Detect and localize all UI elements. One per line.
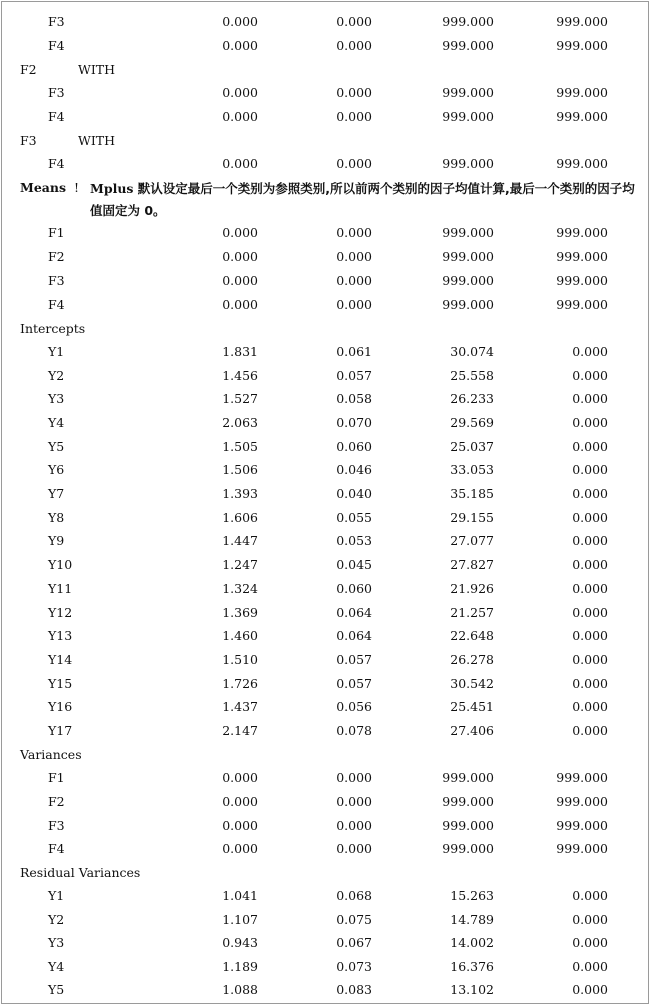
- estimate: 0.000: [222, 14, 258, 29]
- estimate: 0.000: [222, 841, 258, 856]
- p-value: 0.000: [572, 510, 608, 525]
- std-error: 0.046: [336, 462, 372, 477]
- row-label: Y14: [48, 652, 73, 667]
- est-se-ratio: 999.000: [442, 770, 494, 785]
- table-row: [2, 814, 648, 837]
- estimate: 1.726: [222, 676, 258, 691]
- row-label: Y5: [48, 982, 65, 997]
- table-row: [2, 790, 648, 813]
- est-se-ratio: 33.053: [450, 462, 494, 477]
- table-row: [2, 293, 648, 316]
- est-se-ratio: 21.257: [450, 605, 494, 620]
- table-row: [2, 81, 648, 104]
- estimate: 1.831: [222, 344, 258, 359]
- p-value: 0.000: [572, 486, 608, 501]
- p-value: 0.000: [572, 652, 608, 667]
- row-label: Y17: [48, 723, 73, 738]
- p-value: 999.000: [556, 770, 608, 785]
- annotation-mplus: Mplus: [90, 181, 134, 196]
- row-label: F3: [48, 818, 65, 833]
- p-value: 999.000: [556, 14, 608, 29]
- annotation-text: 默认设定最后一个类别为参照类别,所以前两个类别的因子均值计算,最后一个类别的因子均值固定为 0。: [90, 181, 635, 218]
- p-value: 999.000: [556, 818, 608, 833]
- row-label: F1: [48, 770, 65, 785]
- row-label: Y1: [48, 888, 65, 903]
- estimate: 0.000: [222, 818, 258, 833]
- p-value: 999.000: [556, 249, 608, 264]
- std-error: 0.000: [336, 297, 372, 312]
- estimate: 1.393: [222, 486, 258, 501]
- with-keyword: WITH: [78, 62, 116, 77]
- est-se-ratio: 25.037: [450, 439, 494, 454]
- est-se-ratio: 13.102: [450, 982, 494, 997]
- std-error: 0.000: [336, 14, 372, 29]
- p-value: 0.000: [572, 699, 608, 714]
- p-value: 0.000: [572, 628, 608, 643]
- std-error: 0.064: [336, 628, 372, 643]
- table-row: [2, 837, 648, 860]
- estimate: 0.000: [222, 249, 258, 264]
- p-value: 0.000: [572, 935, 608, 950]
- est-se-ratio: 999.000: [442, 225, 494, 240]
- table-row: [2, 269, 648, 292]
- means-section-header: [2, 176, 648, 222]
- p-value: 0.000: [572, 344, 608, 359]
- std-error: 0.061: [336, 344, 372, 359]
- table-row: [2, 10, 648, 33]
- std-error: 0.000: [336, 38, 372, 53]
- std-error: 0.073: [336, 959, 372, 974]
- row-label: F3: [48, 14, 65, 29]
- std-error: 0.045: [336, 557, 372, 572]
- p-value: 999.000: [556, 841, 608, 856]
- table-row: [2, 955, 648, 978]
- row-label: Y16: [48, 699, 73, 714]
- std-error: 0.060: [336, 581, 372, 596]
- p-value: 0.000: [572, 888, 608, 903]
- est-se-ratio: 999.000: [442, 273, 494, 288]
- table-row: [2, 884, 648, 907]
- row-label: Y15: [48, 676, 73, 691]
- row-label: F3: [48, 273, 65, 288]
- p-value: 0.000: [572, 415, 608, 430]
- estimate: 1.505: [222, 439, 258, 454]
- table-row: [2, 458, 648, 481]
- table-row: [2, 931, 648, 954]
- est-se-ratio: 26.278: [450, 652, 494, 667]
- section-header-residual-variances: [2, 861, 648, 884]
- table-row: [2, 553, 648, 576]
- p-value: 0.000: [572, 581, 608, 596]
- row-label: Y2: [48, 368, 65, 383]
- annotation-note: [90, 178, 638, 222]
- comment-marker: !: [74, 180, 80, 195]
- p-value: 0.000: [572, 368, 608, 383]
- estimate: 0.000: [222, 770, 258, 785]
- est-se-ratio: 999.000: [442, 14, 494, 29]
- table-row: [2, 648, 648, 671]
- std-error: 0.000: [336, 249, 372, 264]
- row-label: Y4: [48, 959, 65, 974]
- table-row: [2, 364, 648, 387]
- estimate: 0.000: [222, 38, 258, 53]
- std-error: 0.060: [336, 439, 372, 454]
- estimate: 1.527: [222, 391, 258, 406]
- estimate: 1.510: [222, 652, 258, 667]
- est-se-ratio: 25.558: [450, 368, 494, 383]
- table-row: [2, 719, 648, 742]
- row-label: Y3: [48, 935, 65, 950]
- std-error: 0.000: [336, 225, 372, 240]
- table-row: [2, 529, 648, 552]
- section-label: F3: [20, 133, 37, 148]
- row-label: F4: [48, 841, 65, 856]
- p-value: 0.000: [572, 982, 608, 997]
- table-row: [2, 506, 648, 529]
- std-error: 0.040: [336, 486, 372, 501]
- est-se-ratio: 15.263: [450, 888, 494, 903]
- row-label: Y9: [48, 533, 65, 548]
- estimate: 1.189: [222, 959, 258, 974]
- est-se-ratio: 999.000: [442, 818, 494, 833]
- estimate: 1.107: [222, 912, 258, 927]
- p-value: 999.000: [556, 794, 608, 809]
- estimate: 1.606: [222, 510, 258, 525]
- est-se-ratio: 999.000: [442, 297, 494, 312]
- estimate: 0.000: [222, 273, 258, 288]
- est-se-ratio: 26.233: [450, 391, 494, 406]
- std-error: 0.068: [336, 888, 372, 903]
- section-header-f2-with: [2, 58, 648, 81]
- std-error: 0.067: [336, 935, 372, 950]
- est-se-ratio: 999.000: [442, 841, 494, 856]
- std-error: 0.000: [336, 794, 372, 809]
- row-label: F2: [48, 249, 65, 264]
- std-error: 0.070: [336, 415, 372, 430]
- estimate: 1.460: [222, 628, 258, 643]
- std-error: 0.000: [336, 85, 372, 100]
- p-value: 0.000: [572, 723, 608, 738]
- p-value: 999.000: [556, 85, 608, 100]
- std-error: 0.057: [336, 676, 372, 691]
- section-label: Residual Variances: [20, 865, 141, 880]
- table-row: [2, 482, 648, 505]
- std-error: 0.000: [336, 818, 372, 833]
- estimate: 1.088: [222, 982, 258, 997]
- estimate: 0.000: [222, 297, 258, 312]
- estimate: 2.063: [222, 415, 258, 430]
- std-error: 0.000: [336, 841, 372, 856]
- p-value: 999.000: [556, 109, 608, 124]
- table-row: [2, 601, 648, 624]
- table-row: [2, 411, 648, 434]
- row-label: Y1: [48, 344, 65, 359]
- estimate: 1.506: [222, 462, 258, 477]
- estimate: 0.000: [222, 85, 258, 100]
- est-se-ratio: 27.077: [450, 533, 494, 548]
- section-label: Means: [20, 180, 67, 195]
- p-value: 0.000: [572, 439, 608, 454]
- est-se-ratio: 999.000: [442, 794, 494, 809]
- est-se-ratio: 21.926: [450, 581, 494, 596]
- est-se-ratio: 16.376: [450, 959, 494, 974]
- std-error: 0.064: [336, 605, 372, 620]
- row-label: Y8: [48, 510, 65, 525]
- std-error: 0.083: [336, 982, 372, 997]
- estimate: 1.437: [222, 699, 258, 714]
- std-error: 0.055: [336, 510, 372, 525]
- est-se-ratio: 14.002: [450, 935, 494, 950]
- std-error: 0.053: [336, 533, 372, 548]
- row-label: F4: [48, 156, 65, 171]
- std-error: 0.057: [336, 652, 372, 667]
- std-error: 0.078: [336, 723, 372, 738]
- std-error: 0.000: [336, 109, 372, 124]
- std-error: 0.057: [336, 368, 372, 383]
- row-label: Y2: [48, 912, 65, 927]
- p-value: 999.000: [556, 297, 608, 312]
- section-label: F2: [20, 62, 37, 77]
- p-value: 0.000: [572, 959, 608, 974]
- p-value: 0.000: [572, 676, 608, 691]
- estimate: 1.041: [222, 888, 258, 903]
- section-label: Variances: [20, 747, 82, 762]
- row-label: Y3: [48, 391, 65, 406]
- table-row: [2, 695, 648, 718]
- std-error: 0.000: [336, 273, 372, 288]
- p-value: 999.000: [556, 273, 608, 288]
- table-row: [2, 908, 648, 931]
- section-label: Intercepts: [20, 321, 86, 336]
- est-se-ratio: 14.789: [450, 912, 494, 927]
- est-se-ratio: 999.000: [442, 85, 494, 100]
- table-row: [2, 766, 648, 789]
- p-value: 0.000: [572, 912, 608, 927]
- est-se-ratio: 999.000: [442, 156, 494, 171]
- mplus-output-page: [1, 1, 649, 1004]
- std-error: 0.000: [336, 770, 372, 785]
- table-row: [2, 152, 648, 175]
- std-error: 0.056: [336, 699, 372, 714]
- est-se-ratio: 30.074: [450, 344, 494, 359]
- estimate: 0.000: [222, 794, 258, 809]
- est-se-ratio: 22.648: [450, 628, 494, 643]
- row-label: Y13: [48, 628, 73, 643]
- table-row: [2, 105, 648, 128]
- p-value: 0.000: [572, 605, 608, 620]
- section-header-f3-with: [2, 129, 648, 152]
- p-value: 999.000: [556, 225, 608, 240]
- row-label: F2: [48, 794, 65, 809]
- table-row: [2, 435, 648, 458]
- est-se-ratio: 25.451: [450, 699, 494, 714]
- row-label: Y4: [48, 415, 65, 430]
- row-label: Y12: [48, 605, 73, 620]
- row-label: Y7: [48, 486, 65, 501]
- table-row: [2, 624, 648, 647]
- row-label: F4: [48, 109, 65, 124]
- section-header-variances: [2, 743, 648, 766]
- std-error: 0.000: [336, 156, 372, 171]
- row-label: Y11: [48, 581, 73, 596]
- est-se-ratio: 999.000: [442, 249, 494, 264]
- estimate: 1.247: [222, 557, 258, 572]
- p-value: 0.000: [572, 391, 608, 406]
- row-label: Y5: [48, 439, 65, 454]
- table-row: [2, 978, 648, 1001]
- std-error: 0.058: [336, 391, 372, 406]
- estimate: 1.324: [222, 581, 258, 596]
- table-row: [2, 221, 648, 244]
- table-row: [2, 34, 648, 57]
- est-se-ratio: 27.406: [450, 723, 494, 738]
- estimate: 1.369: [222, 605, 258, 620]
- p-value: 0.000: [572, 533, 608, 548]
- p-value: 0.000: [572, 462, 608, 477]
- estimate: 0.000: [222, 156, 258, 171]
- estimate: 2.147: [222, 723, 258, 738]
- table-row: [2, 387, 648, 410]
- est-se-ratio: 999.000: [442, 38, 494, 53]
- std-error: 0.075: [336, 912, 372, 927]
- row-label: F4: [48, 38, 65, 53]
- table-row: [2, 245, 648, 268]
- est-se-ratio: 29.155: [450, 510, 494, 525]
- row-label: Y10: [48, 557, 73, 572]
- estimate: 0.000: [222, 225, 258, 240]
- estimate: 0.943: [222, 935, 258, 950]
- section-header-intercepts: [2, 317, 648, 340]
- estimate: 1.456: [222, 368, 258, 383]
- est-se-ratio: 35.185: [450, 486, 494, 501]
- p-value: 999.000: [556, 156, 608, 171]
- est-se-ratio: 999.000: [442, 109, 494, 124]
- table-row: [2, 672, 648, 695]
- row-label: F3: [48, 85, 65, 100]
- p-value: 999.000: [556, 38, 608, 53]
- row-label: F4: [48, 297, 65, 312]
- p-value: 0.000: [572, 557, 608, 572]
- est-se-ratio: 30.542: [450, 676, 494, 691]
- row-label: Y6: [48, 462, 65, 477]
- est-se-ratio: 27.827: [450, 557, 494, 572]
- estimate: 1.447: [222, 533, 258, 548]
- with-keyword: WITH: [78, 133, 116, 148]
- table-row: [2, 340, 648, 363]
- est-se-ratio: 29.569: [450, 415, 494, 430]
- row-label: F1: [48, 225, 65, 240]
- table-row: [2, 577, 648, 600]
- estimate: 0.000: [222, 109, 258, 124]
